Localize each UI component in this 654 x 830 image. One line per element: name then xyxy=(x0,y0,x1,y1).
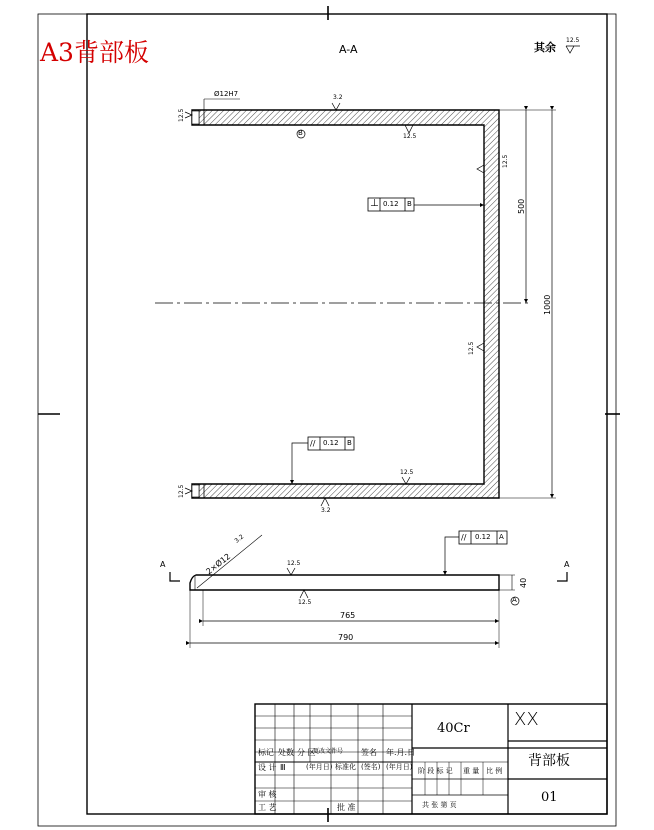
section-mark-right: A xyxy=(564,560,570,569)
general-roughness-value: 12.5 xyxy=(566,37,580,44)
perpendicularity-value: 0.12 xyxy=(383,200,399,208)
roughness-web-inner-value: 12.5 xyxy=(468,341,475,355)
roughness-end-value: 3.2 xyxy=(233,533,246,545)
perpendicularity-symbol: ⊥ xyxy=(370,198,379,209)
tb-stage-labels: 阶 段 标 记 xyxy=(418,767,453,775)
hole-callout: Ø12H7 xyxy=(214,90,239,98)
section-mark-left: A xyxy=(160,560,166,569)
general-roughness-label: 其余 xyxy=(534,41,556,54)
parallelism-value-a: 0.12 xyxy=(475,533,491,541)
section-view xyxy=(155,99,556,506)
roughness-bottom-value: 3.2 xyxy=(321,507,331,514)
tb-col-change-doc: 更改文件号 xyxy=(313,748,344,755)
datum-b-label: B xyxy=(298,129,303,137)
tb-col-count: 处数 xyxy=(278,748,294,757)
roughness-top-value: 3.2 xyxy=(333,94,343,101)
tb-sign-1: (签名) xyxy=(361,763,381,771)
roughness-side-bottom: 12.5 xyxy=(298,599,312,606)
parallelism-datum-a: A xyxy=(499,533,504,541)
tb-date-1: (年月日) xyxy=(306,763,333,771)
tb-col-date: 年.月.日 xyxy=(386,748,416,757)
dim-765: 765 xyxy=(340,611,356,620)
parallelism-value-b: 0.12 xyxy=(323,439,339,447)
roughness-inner-top-value: 12.5 xyxy=(403,133,417,140)
roughness-side-top: 12.5 xyxy=(287,560,301,567)
dim-790: 790 xyxy=(338,633,354,642)
company-label: XX xyxy=(514,709,539,730)
roughness-inner-bottom-value: 12.5 xyxy=(400,469,414,476)
tb-design-label: 设 计 xyxy=(258,763,277,772)
tb-col-sign: 签名 xyxy=(361,748,377,757)
tb-review-label: 审 核 xyxy=(258,790,277,799)
roughness-flange-bottom-end: 12.5 xyxy=(178,484,185,498)
tb-standardize: 标准化 xyxy=(335,763,356,771)
tb-design-name: Ⅲ xyxy=(280,763,286,772)
tb-sheets-label: 共 张 第 页 xyxy=(422,801,457,809)
side-view xyxy=(170,531,570,648)
sheet-tag: A3背部板 xyxy=(40,38,149,67)
tb-col-mark: 标记 xyxy=(258,748,274,757)
parallelism-datum-b: B xyxy=(347,439,352,447)
part-name-label: 背部板 xyxy=(528,753,570,769)
perpendicularity-datum: B xyxy=(407,200,412,208)
chamfer-label: 2×Ø12 xyxy=(204,551,233,577)
material-label: 40Cr xyxy=(437,721,470,736)
drawing-number: 01 xyxy=(541,790,558,805)
thickness-dim: 40 xyxy=(519,577,528,588)
tb-scale-label: 比 例 xyxy=(486,767,503,775)
tb-date-2: (年月日) xyxy=(386,763,413,771)
section-view-label: A-A xyxy=(339,43,358,56)
dim-500: 500 xyxy=(517,198,526,214)
dim-1000: 1000 xyxy=(543,294,552,315)
datum-a-label: A xyxy=(512,596,517,604)
tb-approve-label: 批 准 xyxy=(337,803,356,812)
tb-process-label: 工 艺 xyxy=(258,803,277,812)
parallelism-symbol-a: // xyxy=(461,533,467,542)
roughness-general-icon xyxy=(566,46,580,53)
roughness-right-value: 12.5 xyxy=(502,154,509,168)
tb-col-zone: 分 区 xyxy=(297,748,316,757)
parallelism-symbol-b: // xyxy=(310,439,316,448)
side-outline xyxy=(190,575,499,590)
tb-weight-label: 重 量 xyxy=(463,767,480,775)
roughness-flange-top-end: 12.5 xyxy=(178,108,185,122)
inner-frame xyxy=(87,14,607,814)
